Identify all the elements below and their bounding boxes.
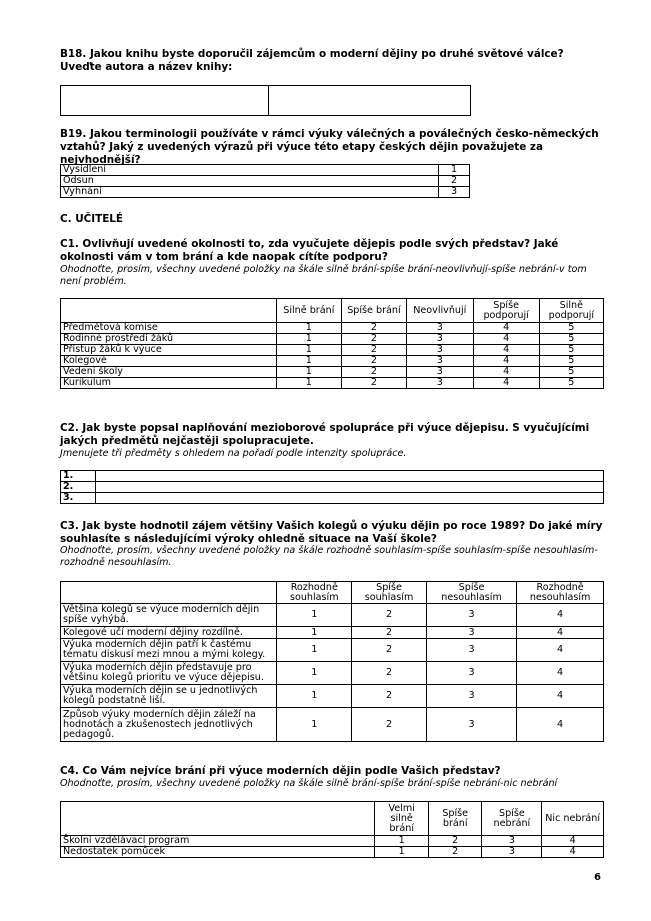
- column-header: Rozhodně souhlasím: [277, 582, 352, 604]
- instruction-c2: Jmenujete tři předměty s ohledem na pořadí podle intenzity spolupráce.: [60, 448, 407, 459]
- question-c4: C4. Co Vám nejvíce brání při výuce moderních dějin podle Vašich představ?: [60, 765, 501, 777]
- row-label: Kolegové: [61, 356, 277, 367]
- rating-option[interactable]: 4: [517, 662, 604, 685]
- rating-option[interactable]: 3: [426, 685, 516, 708]
- question-b18: B18. Jakou knihu byste doporučil zájemcům o moderní dějiny po druhé světové válce? Uveďte autora a název knihy:: [60, 48, 564, 73]
- instruction-c4: Ohodnoťte, prosím, všechny uvedené položky na škále silně brání-spíše brání-spíše nebrání-nic nebrání: [60, 778, 558, 789]
- column-header: Velmi silně brání: [375, 802, 429, 836]
- term-value: 1: [439, 165, 470, 176]
- rating-option[interactable]: 1: [276, 367, 341, 378]
- table-row: [61, 345, 604, 356]
- question-c1: C1. Ovlivňují uvedené okolnosti to, zda vyučujete dějepis podle svých představ? Jaké okolnosti vám v tom brání a kde naopak cítíte podporu?: [60, 238, 559, 263]
- table-header-row: [61, 299, 604, 323]
- column-header: Spíše brání: [341, 299, 406, 323]
- rating-option[interactable]: 3: [426, 627, 516, 639]
- column-header: Silně brání: [276, 299, 341, 323]
- rating-option[interactable]: 2: [341, 323, 406, 334]
- term-label: Vysídlení: [61, 165, 439, 176]
- row-label: Způsob výuky moderních dějin záleží na hodnotách a zkušenostech jednotlivých pedagogů.: [61, 708, 277, 742]
- rating-option[interactable]: 4: [473, 323, 539, 334]
- rating-option[interactable]: 5: [539, 356, 603, 367]
- rating-option[interactable]: 2: [352, 639, 427, 662]
- rating-option[interactable]: 5: [539, 378, 603, 389]
- rating-option[interactable]: 2: [428, 836, 482, 847]
- rating-option[interactable]: 4: [473, 345, 539, 356]
- rating-option[interactable]: 2: [352, 662, 427, 685]
- rating-option[interactable]: 3: [407, 356, 474, 367]
- rating-option[interactable]: 2: [341, 345, 406, 356]
- rating-option[interactable]: 3: [407, 323, 474, 334]
- table-row: [61, 323, 604, 334]
- row-label: Přístup žáků k výuce: [61, 345, 277, 356]
- rating-option[interactable]: 4: [473, 378, 539, 389]
- column-header: Neovlivňují: [407, 299, 474, 323]
- column-header: Rozhodně nesouhlasím: [517, 582, 604, 604]
- rating-option[interactable]: 1: [277, 708, 352, 742]
- rating-option[interactable]: 1: [277, 685, 352, 708]
- answer-cell-title[interactable]: [269, 86, 471, 116]
- row-label: Rodinné prostředí žáků: [61, 334, 277, 345]
- rating-option[interactable]: 4: [473, 334, 539, 345]
- rating-option[interactable]: 1: [276, 378, 341, 389]
- term-label: Vyhnání: [61, 187, 439, 198]
- instruction-c3: Ohodnoťte, prosím, všechny uvedené položky na škále rozhodně souhlasím-spíše souhlasím-spíše nesouhlasím-rozhodně nesouhlasím.: [60, 545, 598, 568]
- rating-option[interactable]: 5: [539, 345, 603, 356]
- table-row: [61, 847, 604, 858]
- rating-option[interactable]: 3: [482, 836, 542, 847]
- table-row: [61, 662, 604, 685]
- rating-option[interactable]: 3: [482, 847, 542, 858]
- table-row: [61, 627, 604, 639]
- rating-option[interactable]: 3: [407, 367, 474, 378]
- rank-label: 3.: [61, 493, 96, 504]
- table-row[interactable]: [61, 176, 470, 187]
- table-row: [61, 639, 604, 662]
- column-header: Spíše brání: [428, 802, 482, 836]
- rating-option[interactable]: 2: [341, 334, 406, 345]
- rating-option[interactable]: 4: [473, 356, 539, 367]
- rating-option[interactable]: 2: [352, 685, 427, 708]
- term-value: 2: [439, 176, 470, 187]
- table-row[interactable]: [61, 165, 470, 176]
- table-row: [61, 836, 604, 847]
- table-row[interactable]: [61, 187, 470, 198]
- term-value: 3: [439, 187, 470, 198]
- rating-option[interactable]: 3: [426, 708, 516, 742]
- subject-answer-cell[interactable]: [96, 482, 604, 493]
- row-label: Výuka moderních dějin se u jednotlivých kolegů podstatně liší.: [61, 685, 277, 708]
- rating-option[interactable]: 4: [517, 604, 604, 627]
- row-label: Výuka moderních dějin představuje pro většinu kolegů prioritu ve výuce dějepisu.: [61, 662, 277, 685]
- rating-option[interactable]: 4: [517, 639, 604, 662]
- c2-table: [60, 470, 604, 504]
- rating-option[interactable]: 2: [352, 627, 427, 639]
- rating-option[interactable]: 5: [539, 367, 603, 378]
- table-row: [61, 482, 604, 493]
- rating-option[interactable]: 3: [426, 604, 516, 627]
- table-row: [61, 493, 604, 504]
- question-c3: C3. Jak byste hodnotil zájem většiny Vašich kolegů o výuku dějin po roce 1989? Do jaké míry souhlasíte s následujícími výroky ohledně situace na Vaší škole?: [60, 520, 603, 545]
- table-row: [61, 356, 604, 367]
- row-label: Většina kolegů se výuce moderních dějin spíše vyhýbá.: [61, 604, 277, 627]
- rating-option[interactable]: 1: [375, 847, 429, 858]
- row-label: Školní vzdělávací program: [61, 836, 375, 847]
- header-blank: [61, 582, 277, 604]
- rating-option[interactable]: 1: [276, 345, 341, 356]
- rating-option[interactable]: 2: [341, 378, 406, 389]
- rating-option[interactable]: 2: [341, 367, 406, 378]
- column-header: Spíše podporují: [473, 299, 539, 323]
- rating-option[interactable]: 2: [341, 356, 406, 367]
- rating-option[interactable]: 3: [407, 334, 474, 345]
- column-header: Nic nebrání: [542, 802, 604, 836]
- answer-table-b18: [60, 85, 471, 116]
- rating-option[interactable]: 3: [407, 378, 474, 389]
- rating-option[interactable]: 4: [542, 836, 604, 847]
- instruction-c1: Ohodnoťte, prosím, všechny uvedené položky na škále silně brání-spíše brání-neovlivňují-spíše nebrání-v tom není problém.: [60, 264, 587, 287]
- question-b19: B19. Jakou terminologii používáte v rámci výuky válečných a poválečných česko-německých vztahů? Jaký z uvedených výrazů při výuce této etapy českých dějin považujete za nejvhodnější?: [60, 128, 599, 166]
- rating-option[interactable]: 4: [517, 685, 604, 708]
- rating-option[interactable]: 1: [375, 836, 429, 847]
- section-title: C. UČITELÉ: [60, 213, 124, 225]
- table-row: [61, 378, 604, 389]
- terminology-table: [60, 164, 470, 198]
- row-label: Nedostatek pomůcek: [61, 847, 375, 858]
- rating-option[interactable]: 1: [276, 356, 341, 367]
- row-label: Předmětová komise: [61, 323, 277, 334]
- rating-option[interactable]: 1: [276, 323, 341, 334]
- row-label: Kurikulum: [61, 378, 277, 389]
- rating-option[interactable]: 5: [539, 334, 603, 345]
- rating-option[interactable]: 1: [277, 604, 352, 627]
- rank-label: 2.: [61, 482, 96, 493]
- table-row: [61, 367, 604, 378]
- column-header: Spíše nebrání: [482, 802, 542, 836]
- table-row: [61, 334, 604, 345]
- table-header-row: [61, 802, 604, 836]
- answer-cell-author[interactable]: [61, 86, 269, 116]
- rating-option[interactable]: 3: [426, 662, 516, 685]
- rating-option[interactable]: 1: [277, 639, 352, 662]
- rating-option[interactable]: 3: [426, 639, 516, 662]
- subject-answer-cell[interactable]: [96, 471, 604, 482]
- table-row: [61, 604, 604, 627]
- page-number: 6: [594, 872, 601, 883]
- rating-option[interactable]: 1: [277, 627, 352, 639]
- column-header: Silně podporují: [539, 299, 603, 323]
- rank-label: 1.: [61, 471, 96, 482]
- row-label: Vedení školy: [61, 367, 277, 378]
- header-blank: [61, 299, 277, 323]
- rating-option[interactable]: 1: [276, 334, 341, 345]
- c1-table: [60, 298, 604, 389]
- rating-option[interactable]: 2: [352, 708, 427, 742]
- c3-table: [60, 581, 604, 742]
- rating-option[interactable]: 1: [277, 662, 352, 685]
- rating-option[interactable]: 3: [407, 345, 474, 356]
- table-header-row: [61, 582, 604, 604]
- table-row: [61, 685, 604, 708]
- rating-option[interactable]: 4: [473, 367, 539, 378]
- rating-option[interactable]: 4: [517, 627, 604, 639]
- question-c2: C2. Jak byste popsal naplňování mezioborové spolupráce při výuce dějepisu. S vyučujícími jakých předmětů nejčastěji spolupracujete.: [60, 422, 590, 447]
- term-label: Odsun: [61, 176, 439, 187]
- table-row: [61, 471, 604, 482]
- rating-option[interactable]: 4: [517, 708, 604, 742]
- subject-answer-cell[interactable]: [96, 493, 604, 504]
- column-header: Spíše nesouhlasím: [426, 582, 516, 604]
- row-label: Výuka moderních dějin patří k častému tématu diskusí mezi mnou a mými kolegy.: [61, 639, 277, 662]
- rating-option[interactable]: 2: [352, 604, 427, 627]
- header-blank: [61, 802, 375, 836]
- rating-option[interactable]: 5: [539, 323, 603, 334]
- rating-option[interactable]: 4: [542, 847, 604, 858]
- column-header: Spíše souhlasím: [352, 582, 427, 604]
- rating-option[interactable]: 2: [428, 847, 482, 858]
- c4-table: [60, 801, 604, 858]
- row-label: Kolegové učí moderní dějiny rozdílně.: [61, 627, 277, 639]
- table-row: [61, 708, 604, 742]
